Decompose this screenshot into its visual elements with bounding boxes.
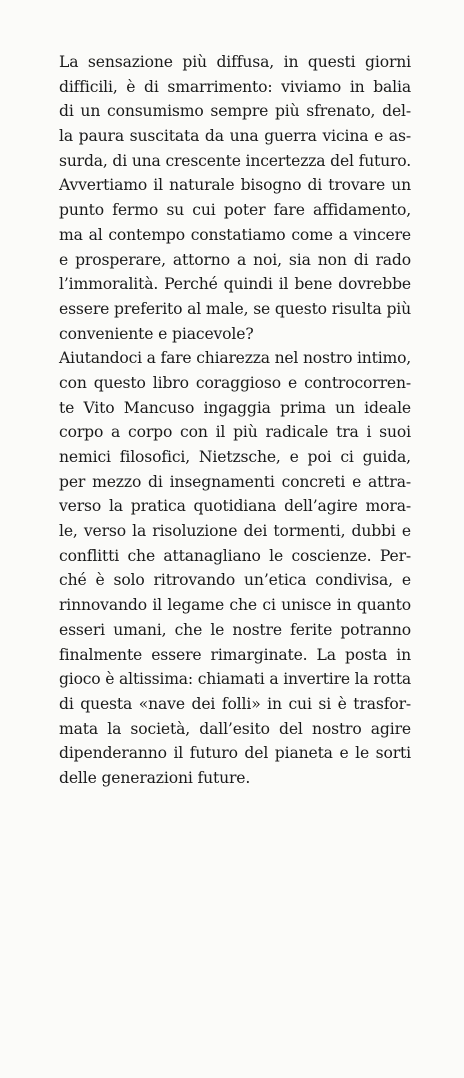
- blurb-line: di un consumismo sempre più sfrenato, del-: [59, 102, 411, 121]
- blurb-line: corpo a corpo con il più radicale tra i suoi: [59, 423, 411, 442]
- blurb-line: Aiutandoci a fare chiarezza nel nostro intimo,: [59, 349, 411, 368]
- blurb-line: surda, di una crescente incertezza del futuro.: [59, 151, 411, 170]
- blurb-line: essere preferito al male, se questo risulta più: [59, 299, 411, 318]
- blurb-line: ma al contempo constatiamo come a vincere: [59, 225, 411, 244]
- blurb-line: Avvertiamo il naturale bisogno di trovare un: [59, 176, 411, 195]
- blurb-line: nemici filosofici, Nietzsche, e poi ci guida,: [59, 448, 411, 466]
- blurb-line: di questa «nave dei folli» in cui si è trasfor-: [59, 694, 411, 713]
- blurb-line: finalmente essere rimarginate. La posta in: [59, 645, 411, 664]
- blurb-line: delle generazioni future.: [59, 768, 251, 787]
- blurb-line: verso la pratica quotidiana dell’agire mora-: [59, 497, 411, 516]
- blurb-line: esseri umani, che le nostre ferite potranno: [59, 620, 411, 639]
- blurb-line: e prosperare, attorno a noi, sia non di rado: [59, 250, 411, 269]
- blurb-text: [59, 50, 411, 791]
- blurb-line: con questo libro coraggioso e controcorren-: [59, 373, 411, 392]
- blurb-line: l’immoralità. Perché quindi il bene dovrebbe: [59, 275, 411, 294]
- blurb-line: per mezzo di insegnamenti concreti e attra-: [59, 472, 411, 491]
- blurb-line: difficili, è di smarrimento: viviamo in balia: [59, 77, 411, 96]
- blurb-line: punto fermo su cui poter fare affidamento,: [59, 201, 411, 220]
- blurb-line: La sensazione più diffusa, in questi giorni: [59, 53, 411, 71]
- blurb-line: gioco è altissima: chiamati a invertire la rotta: [59, 670, 411, 689]
- blurb-line: te Vito Mancuso ingaggia prima un ideale: [59, 398, 411, 417]
- blurb-line: ché è solo ritrovando un’etica condivisa, e: [59, 571, 411, 590]
- blurb-line: mata la società, dall’esito del nostro agire: [59, 719, 411, 738]
- blurb-line: conflitti che attanagliano le coscienze. Per-: [59, 546, 411, 565]
- blurb-line: le, verso la risoluzione dei tormenti, dubbi e: [59, 522, 411, 541]
- blurb-line: dipenderanno il futuro del pianeta e le sorti: [59, 744, 411, 763]
- blurb-line: conveniente e piacevole?: [59, 324, 254, 343]
- blurb-line: la paura suscitata da una guerra vicina e as-: [59, 127, 411, 146]
- blurb-line: rinnovando il legame che ci unisce in quanto: [59, 596, 411, 615]
